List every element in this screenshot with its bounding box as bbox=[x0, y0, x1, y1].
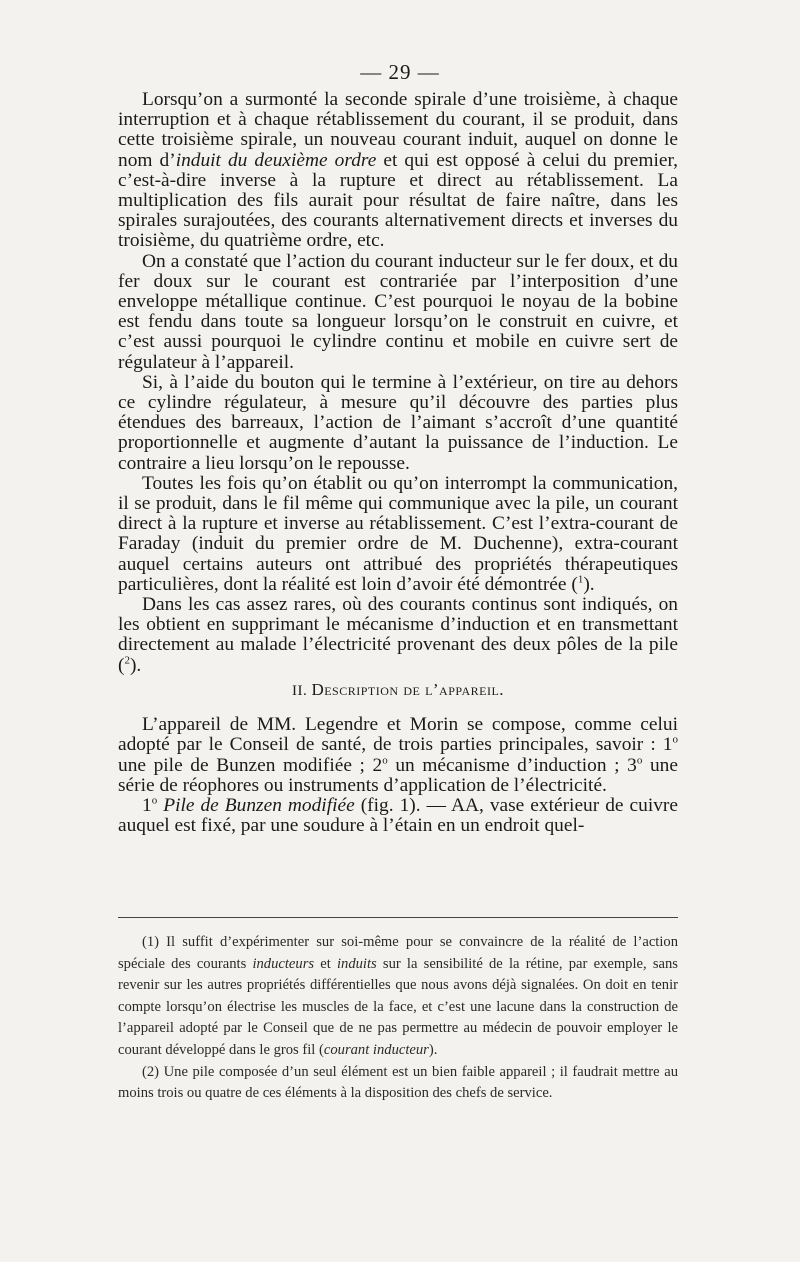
footnote-2 bbox=[118, 1062, 678, 1105]
ordinal-mark: o bbox=[636, 754, 643, 767]
paragraph-1 bbox=[118, 90, 678, 252]
text-run: une série de réophores ou instruments d’application de l’électricité. bbox=[118, 754, 678, 796]
text-run: une pile de Bunzen modifiée ; 2 bbox=[118, 754, 383, 776]
section-heading bbox=[118, 680, 678, 701]
section-number: II. bbox=[291, 682, 308, 699]
text-run: (fig. 1). — AA, vase extérieur de cuivre auquel est fixé, par une soudure à l’étain en un endroit quel- bbox=[118, 794, 678, 837]
italic-term: induits bbox=[336, 955, 377, 972]
paragraph-4 bbox=[118, 474, 678, 595]
text-run: L’appareil de MM. Legendre et Morin se compose, comme celui adopté par le Conseil de santé, de trois parties principales, savoir : 1 bbox=[118, 714, 678, 756]
footnote-mark: (2) bbox=[142, 1063, 160, 1080]
text-run: Il suffit d’expérimenter sur soi-même pour se convaincre de la réalité de l’action spéciale des courants bbox=[118, 934, 678, 972]
footnote-ref-1: 1 bbox=[577, 573, 584, 586]
footnote-ref-2: 2 bbox=[124, 654, 130, 667]
text-run: ). bbox=[583, 573, 595, 595]
text-run: Lorsqu’on a surmonté la seconde spirale d’une troisième, à chaque interruption et à chaque rétablissement du courant, il se produit, dans cette troisième spirale, un nouveau courant induit, auquel on donne le nom d’ bbox=[118, 89, 678, 171]
paragraph-2: On a constaté que l’action du courant inducteur sur le fer doux, et du fer doux sur le courant est contrariée par l’interposition d’une enveloppe métallique continue. C’est pourquoi le noyau de la bobine est fendu dans toute sa longueur lorsqu’on le construit en cuivre, et c’est aussi pourquoi le cylindre continu et mobile en cuivre sert de régulateur à l’appareil. bbox=[118, 250, 678, 373]
text-run: sur la sensibilité de la rétine, par exemple, sans revenir sur les autres propriétés différentielles que nous avons déjà signalées. On doit en tenir compte lorsqu’on électrise les muscles de la face, et c’est une lacune dans la construction de l’appareil adopté par le Conseil que de ne pas permettre au médecin de pouvoir employer le courant développé dans le gros fil ( bbox=[118, 955, 678, 1058]
text-run: ). bbox=[428, 1041, 438, 1058]
paragraph-5 bbox=[118, 595, 678, 676]
paragraph-6 bbox=[118, 715, 678, 796]
page-number: — 29 — bbox=[360, 60, 440, 84]
italic-term: Pile de Bunzen modifiée bbox=[157, 794, 355, 816]
text-run: ). bbox=[129, 654, 142, 676]
text-run: et bbox=[314, 955, 337, 972]
ordinal-mark: o bbox=[382, 754, 388, 767]
text-run: Une pile composée d’un seul élément est un bien faible appareil ; il faudrait mettre au moins trois ou quatre de ces éléments à la disposition des chefs de service. bbox=[118, 1063, 678, 1102]
footnote-divider bbox=[118, 917, 678, 918]
text-run: 1 bbox=[142, 794, 152, 816]
ordinal-mark: o bbox=[672, 733, 678, 746]
section-title: Description de l’appareil. bbox=[311, 679, 505, 699]
paragraph-3: Si, à l’aide du bouton qui le termine à l’extérieur, on tire au dehors ce cylindre régulateur, à mesure qu’il découvre des parties plus étendues des barreaux, l’action de l’aimant s’accroît d’une quantité proportionnelle et augmente d’autant la puissance de l’induction. Le contraire a lieu lorsqu’on le repousse. bbox=[118, 371, 678, 474]
footnotes bbox=[118, 932, 678, 1105]
text-run: et qui est opposé à celui du premier, c’est-à-dire inverse à la rupture et direct au rétablissement. La multiplication des fils aurait pour résultat de faire naître, dans les spirales surajoutées, des courants alternativement directs et inverses du troisième, du quatrième ordre, etc. bbox=[118, 149, 678, 252]
footnote-1 bbox=[118, 932, 678, 1062]
ordinal-mark: o bbox=[151, 794, 158, 807]
text-run: Dans les cas assez rares, où des courants continus sont indiqués, on les obtient en supprimant le mécanisme d’induction et en transmettant directement au malade l’électricité provenant des deux pôles de la pile ( bbox=[118, 594, 678, 676]
italic-term: inducteurs bbox=[252, 955, 315, 972]
paragraph-7 bbox=[118, 796, 678, 836]
text-run: Toutes les fois qu’on établit ou qu’on interrompt la communication, il se produit, dans le fil même qui communique avec la pile, un courant direct à la rupture et inverse au rétablissement. C’est l’extra-courant de Faraday (induit du premier ordre de M. Duchenne), extra-courant auquel certains auteurs ont attribué des propriétés thérapeutiques particulières, dont la réalité est loin d’avoir été démontrée ( bbox=[118, 472, 678, 595]
italic-term: courant inducteur bbox=[323, 1041, 429, 1058]
footnote-mark: (1) bbox=[142, 934, 160, 950]
main-text bbox=[118, 90, 678, 836]
italic-term: induit du deuxième ordre bbox=[175, 149, 377, 171]
text-run: un mécanisme d’induction ; 3 bbox=[387, 754, 637, 776]
